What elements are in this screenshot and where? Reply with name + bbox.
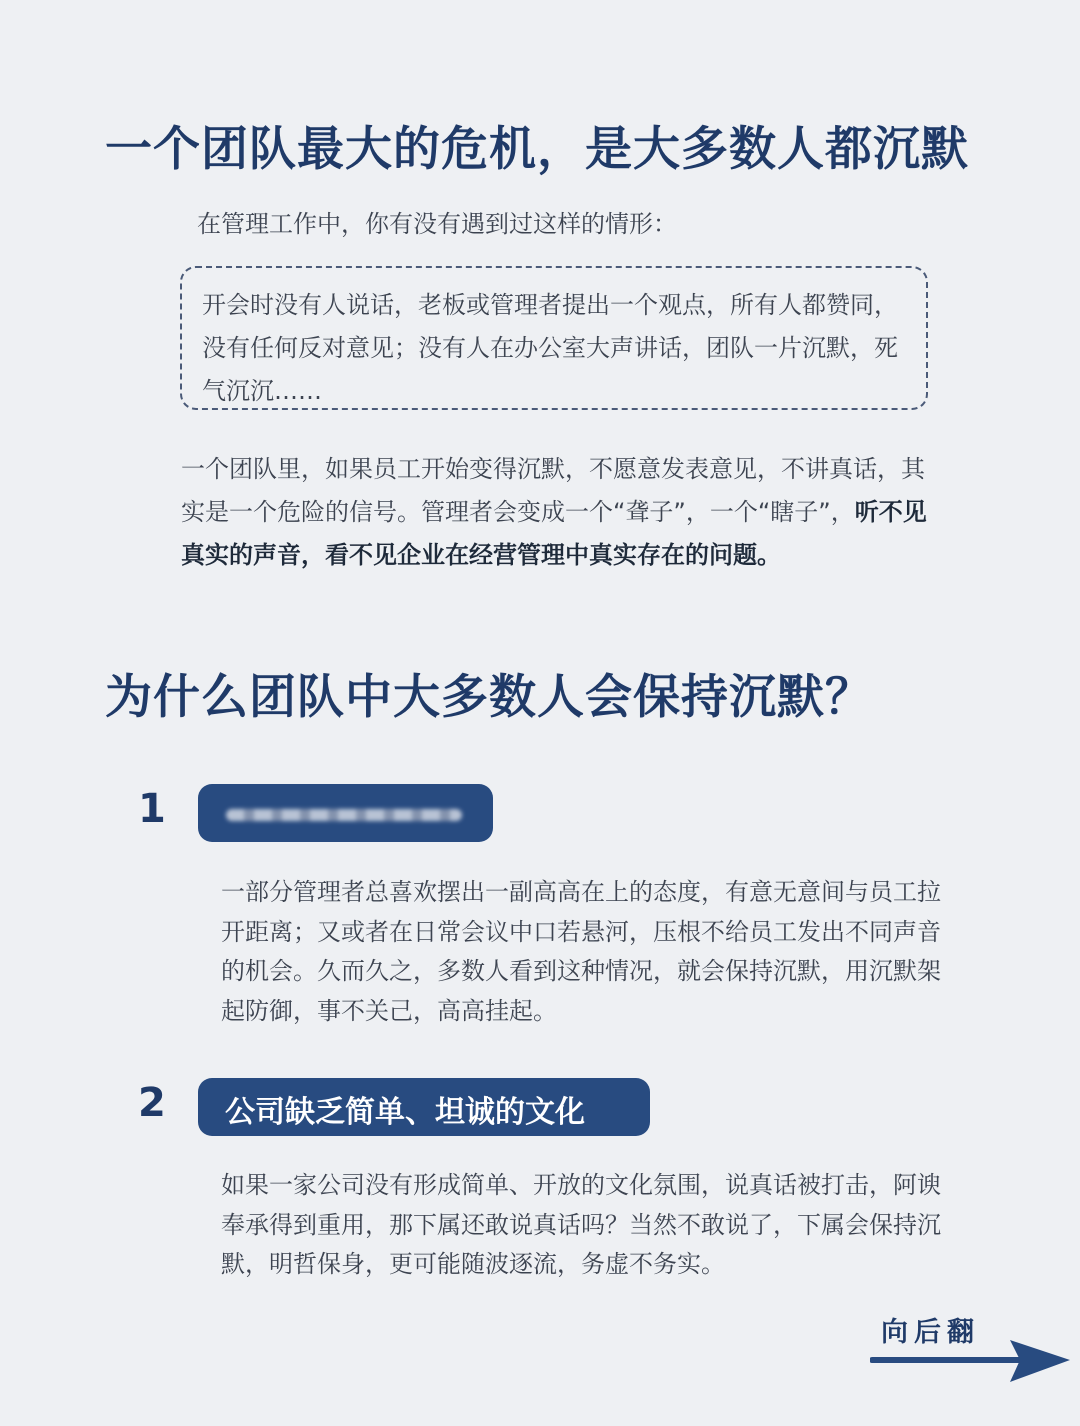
blurred-text	[226, 809, 462, 821]
next-page-label[interactable]: 向后翻	[881, 1317, 980, 1348]
reason-label-1-blurred	[198, 784, 493, 842]
paragraph-plain-text: 一个团队里，如果员工开始变得沉默，不愿意发表意见，不讲真话，其实是一个危险的信号。管理者会变成一个“聋子”，一个“瞎子”，	[181, 455, 925, 526]
reason-number-1: 1	[138, 786, 166, 832]
main-title: 一个团队最大的危机，是大多数人都沉默	[105, 122, 969, 177]
quote-box	[180, 266, 928, 410]
arrow-right-icon[interactable]	[870, 1336, 1070, 1386]
reason-body-2: 如果一家公司没有形成简单、开放的文化氛围，说真话被打击，阿谀奉承得到重用，那下属还敢说真话吗？当然不敢说了，下属会保持沉默，明哲保身，更可能随波逐流，务虚不务实。	[221, 1171, 941, 1278]
quote-text: 开会时没有人说话，老板或管理者提出一个观点，所有人都赞同，没有任何反对意见；没有人在办公室大声讲话，团队一片沉默，死气沉沉……	[202, 291, 898, 405]
paragraph-bold-text: 听不见真实的声音，看不见企业在经营管理中真实存在的问题。	[181, 498, 927, 569]
paragraph-danger-signal	[181, 448, 931, 577]
intro-text: 在管理工作中，你有没有遇到过这样的情形：	[197, 210, 677, 238]
reason-label-2: 公司缺乏简单、坦诚的文化	[198, 1078, 650, 1136]
reason-number-2: 2	[138, 1080, 166, 1126]
section-title: 为什么团队中大多数人会保持沉默？	[105, 670, 873, 725]
reason-body-1: 一部分管理者总喜欢摆出一副高高在上的态度，有意无意间与员工拉开距离；又或者在日常会议中口若悬河，压根不给员工发出不同声音的机会。久而久之，多数人看到这种情况，就会保持沉默，用沉默架起防御，事不关己，高高挂起。	[221, 878, 941, 1025]
